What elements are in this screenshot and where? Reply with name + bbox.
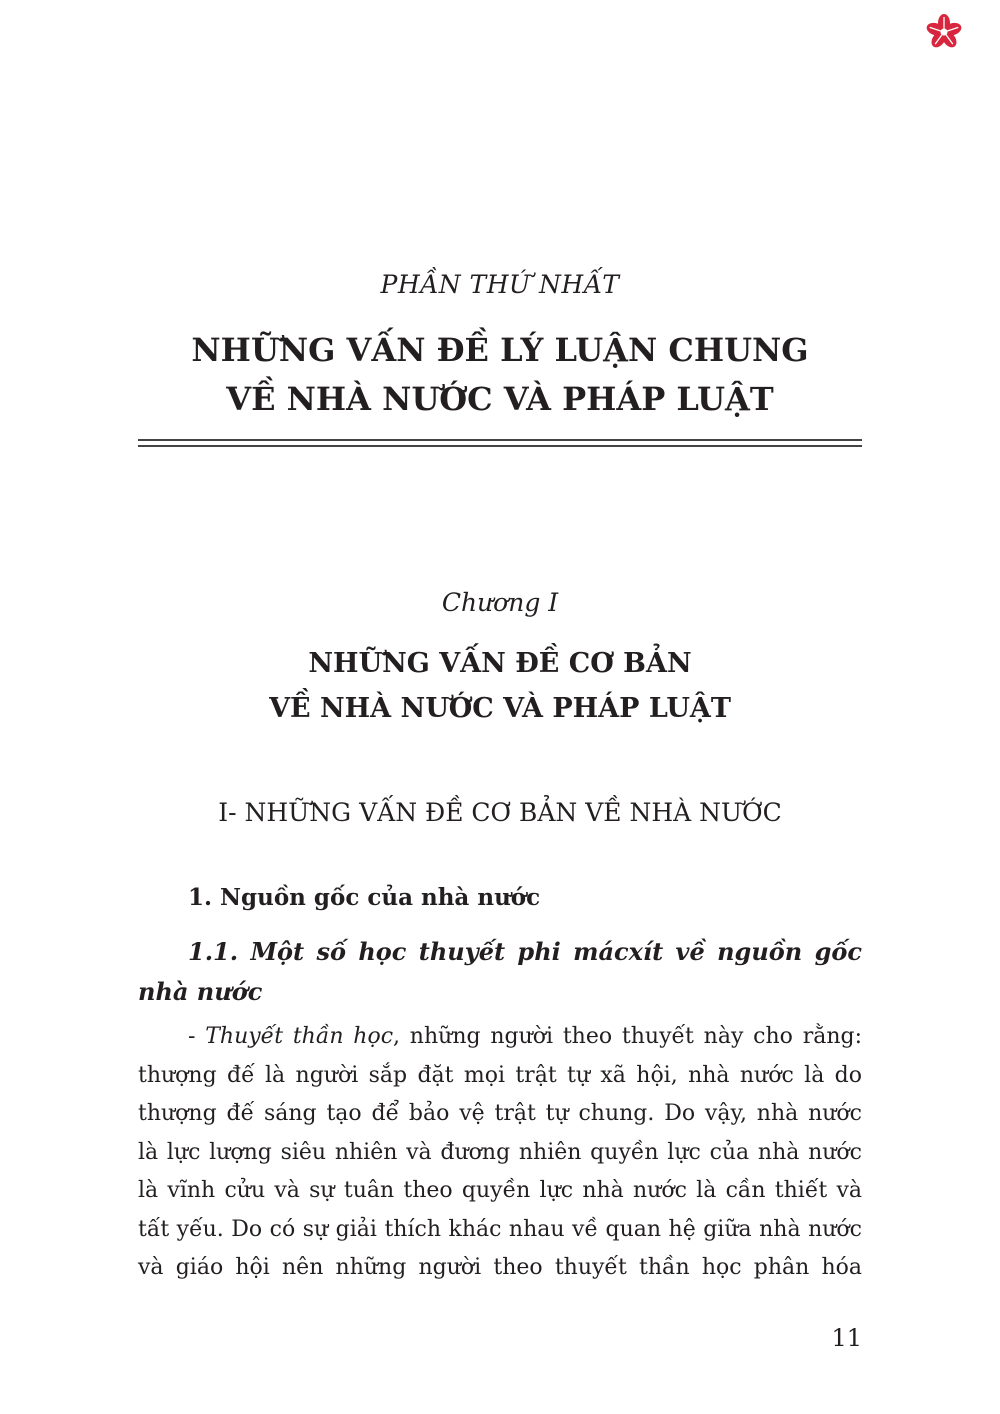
paragraph-line: là lực lượng siêu nhiên và đương nhiên quyền lực của nhà nước	[138, 1139, 862, 1165]
publisher-logo-icon	[924, 12, 964, 52]
chapter-title-line-1: NHỮNG VẤN ĐỀ CƠ BẢN	[308, 648, 692, 679]
paragraph-line: tất yếu. Do có sự giải thích khác nhau về quan hệ giữa nhà nước	[138, 1216, 862, 1242]
chapter-label: Chương I	[441, 588, 559, 617]
paragraph-lead: -	[188, 1024, 206, 1049]
paragraph-line	[138, 1018, 862, 1057]
divider-bottom	[138, 445, 862, 447]
section-title: I- NHỮNG VẤN ĐỀ CƠ BẢN VỀ NHÀ NƯỚC	[218, 798, 782, 827]
part-title-line-2: VỀ NHÀ NƯỚC VÀ PHÁP LUẬT	[226, 380, 774, 418]
chapter-title	[0, 641, 1000, 731]
chapter-title-line-2: VỀ NHÀ NƯỚC VÀ PHÁP LUẬT	[269, 693, 731, 724]
paragraph-italic-term: Thuyết thần học	[205, 1024, 394, 1049]
part-label: PHẦN THỨ NHẤT	[380, 270, 620, 299]
paragraph-line: là vĩnh cửu và sự tuân theo quyền lực nhà nước là cần thiết và	[138, 1178, 862, 1203]
part-title	[0, 326, 1000, 424]
body-paragraph	[138, 1018, 862, 1288]
part-title-line-1: NHỮNG VẤN ĐỀ LÝ LUẬN CHUNG	[191, 331, 809, 369]
paragraph-line: và giáo hội nên những người theo thuyết thần học phân hóa	[138, 1255, 862, 1280]
subsection-heading: 1. Nguồn gốc của nhà nước	[188, 884, 541, 911]
divider-top	[138, 439, 862, 441]
page-number: 11	[831, 1324, 862, 1352]
paragraph-line: thượng đế là người sắp đặt mọi trật tự xã hội, nhà nước là do	[138, 1062, 862, 1088]
subsubsection-heading: 1.1. Một số học thuyết phi mácxít về nguồn gốc nhà nước	[138, 937, 862, 1006]
paragraph-line: thượng đế sáng tạo để bảo vệ trật tự chung. Do vậy, nhà nước	[138, 1101, 862, 1126]
paragraph-line-rest: , những người theo thuyết này cho rằng:	[393, 1024, 862, 1049]
